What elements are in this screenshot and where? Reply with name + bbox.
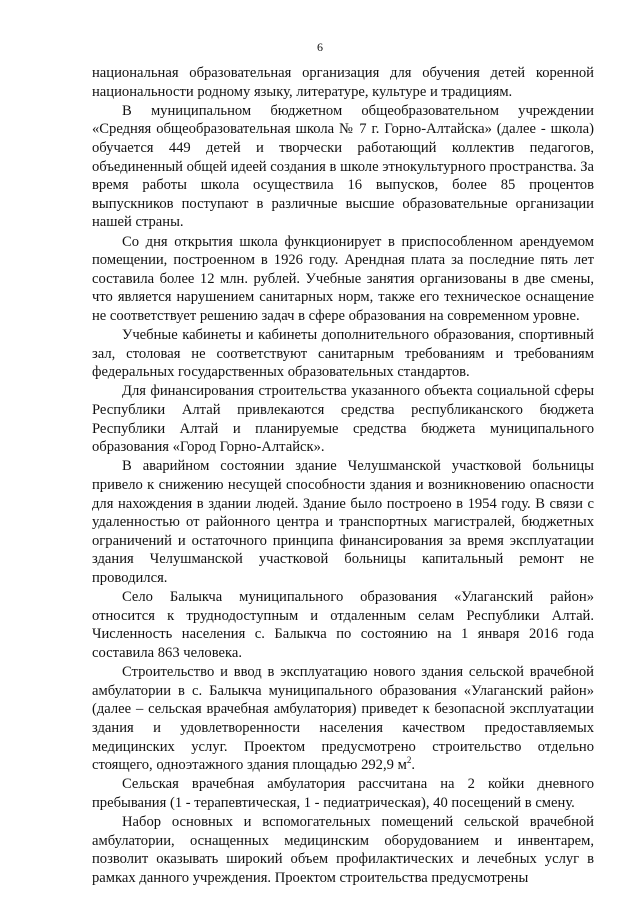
ambulatory-construction-tail: . [411,757,415,774]
paragraph-ambulatory-premises: Набор основных и вспомогательных помещений сельской врачебной амбулатории, оснащенных медицинским оборудованием и инвентарем, позволит оказывать широкий объем профилактических и лечебных услуг в рамках данного учреждения. Проектом строительства предусмотрены [92,814,594,886]
document-body [92,64,594,887]
paragraph-school-financing: Для финансирования строительства указанного объекта социальной сферы Республики Алтай привлекаются средства республиканского бюджета Республики Алтай и планируемые средства бюджета муниципального образования «Город Горно-Алтайск». [92,383,594,456]
paragraph-school-description: В муниципальном бюджетном общеобразовательном учреждении «Средняя общеобразовательная школа № 7 г. Горно-Алтайска» (далее - школа) обучается 449 детей и творчески работающий коллектив педагогов, объединенный общей идеей создания в школе этнокультурного пространства. За время работы школа осуществила 16 выпусков, более 85 процентов выпускников поступают в различные высшие образовательные организации нашей страны. [92,102,594,231]
paragraph-continuation: национальная образовательная организация для обучения детей коренной национальности родному языку, литературе, культуре и традициям. [92,65,594,100]
paragraph-ambulatory-construction [92,663,594,775]
ambulatory-construction-text: Строительство и ввод в эксплуатацию нового здания сельской врачебной амбулатории в с. Балыкча муниципального образования «Улаганский район» (далее – сельская врачебная амбулатория) приведет к безопасной эксплуатации здания и удовлетворенности населения качеством предоставляемых медицинских услуг. Проектом предусмотрено строительство отдельно стоящего, одноэтажного здания площадью 292,9 м [92,664,594,774]
paragraph-school-classrooms: Учебные кабинеты и кабинеты дополнительного образования, спортивный зал, столовая не соответствуют санитарным требованиям и требованиям федеральных государственных образовательных стандартов. [92,327,594,381]
page-number: 6 [317,40,323,54]
paragraph-hospital-condition: В аварийном состоянии здание Челушманской участковой больницы привело к снижению несущей способности здания и возникновению опасности для нахождения в здании людей. Здание было построено в 1954 году. В связи с удаленностью от районного центра и транспортных магистралей, бюджетных ограничений и остаточного принципа финансирования за время эксплуатации здания Челушманской участковой больницы капитальный ремонт не проводился. [92,458,594,586]
paragraph-balykcha-village: Село Балыкча муниципального образования «Улаганский район» относится к труднодоступным и отдаленным селам Республики Алтай. Численность населения с. Балыкча по состоянию на 1 января 2016 года составила 863 человека. [92,589,594,661]
area-unit-superscript: 2 [406,755,412,766]
paragraph-school-building: Со дня открытия школа функционирует в приспособленном арендуемом помещении, построенном в 1926 году. Арендная плата за последние пять лет составила более 12 млн. рублей. Учебные занятия организованы в две смены, что является нарушением санитарных норм, также его техническое оснащение не соответствует решению задач в сфере образования на современном уровне. [92,233,594,324]
paragraph-ambulatory-capacity: Сельская врачебная амбулатория рассчитана на 2 койки дневного пребывания (1 - терапевтическая, 1 - педиатрическая), 40 посещений в смену. [92,776,594,811]
